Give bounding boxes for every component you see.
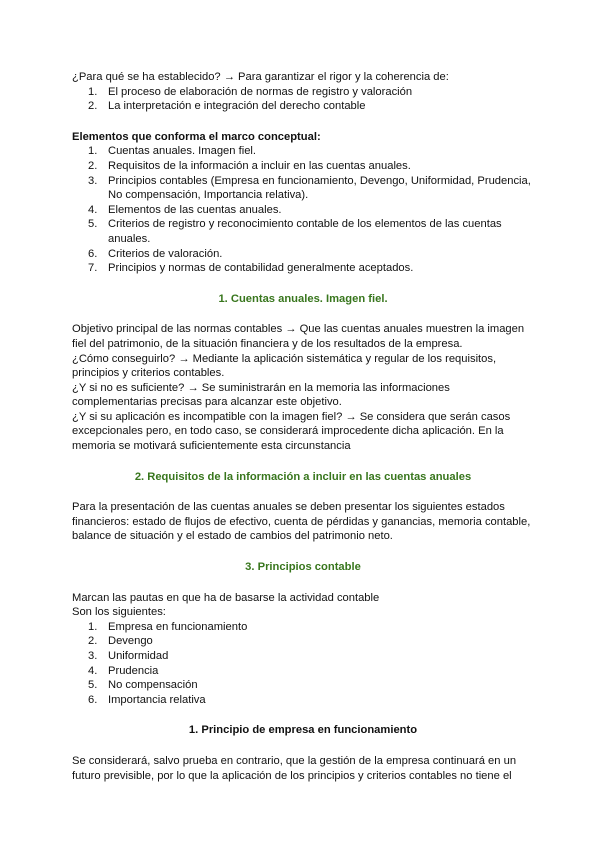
- document-body: [72, 70, 534, 783]
- list-item: 2. Requisitos de la información a incluir en las cuentas anuales.: [88, 159, 411, 172]
- list-item: 7. Principios y normas de contabilidad generalmente aceptados.: [88, 262, 414, 275]
- list-item: 5. No compensación: [88, 679, 198, 692]
- list-item: 5. Criterios de registro y reconocimiento contable de los elementos de las cuentas anuales.: [88, 218, 502, 245]
- elements-heading: Elementos que conforma el marco conceptual:: [72, 130, 321, 143]
- list-item: 2. Devengo: [88, 635, 153, 648]
- principles-list: [72, 620, 534, 708]
- list-item: 3. Uniformidad: [88, 650, 169, 662]
- list-item: 1. Cuentas anuales. Imagen fiel.: [88, 145, 257, 158]
- section-1-paragraph: ¿Y si su aplicación es incompatible con la imagen fiel? → Se considera que serán casos excepcionales pero, en todo caso, se considerará improcedente dicha aplicación. En la memoria se motivará suficientemente esta circunstancia: [72, 410, 511, 453]
- intro-list: [72, 85, 534, 114]
- intro-question: ¿Para qué se ha establecido? → Para garantizar el rigor y la coherencia de:: [72, 71, 449, 83]
- section-1-paragraph: ¿Y si no es suficiente? → Se suministrarán en la memoria las informaciones complementarias precisas para alcanzar este objetivo.: [72, 381, 450, 409]
- subsection-1-title: 1. Principio de empresa en funcionamiento: [188, 724, 418, 737]
- elements-list: [72, 144, 534, 275]
- section-3-paragraph: Marcan las pautas en que ha de basarse la actividad contable: [72, 591, 380, 604]
- list-item: 6. Importancia relativa: [88, 693, 206, 706]
- section-1-paragraph: ¿Cómo conseguirlo? → Mediante la aplicación sistemática y regular de los requisitos, principios y criterios contables.: [72, 352, 497, 380]
- section-2-title: 2. Requisitos de la información a incluir en las cuentas anuales: [134, 470, 472, 483]
- list-item: 6. Criterios de valoración.: [88, 247, 223, 260]
- section-3-title: 3. Principios contable: [245, 561, 361, 574]
- section-1-title: 1. Cuentas anuales. Imagen fiel.: [218, 292, 388, 305]
- list-item: 4. Elementos de las cuentas anuales.: [88, 203, 282, 216]
- list-item: 1. Empresa en funcionamiento: [88, 620, 248, 633]
- list-item: 3. Principios contables (Empresa en funcionamiento, Devengo, Uniformidad, Prudencia, No compensación, Importancia relativa).: [88, 174, 531, 202]
- subsection-1-paragraph: Se considerará, salvo prueba en contrario, que la gestión de la empresa continuará en un futuro previsible, por lo que la aplicación de los principios y criterios contables no tiene el: [72, 754, 517, 782]
- section-1-paragraph: Objetivo principal de las normas contables → Que las cuentas anuales muestren la imagen fiel del patrimonio, de la situación financiera y de los resultados de la empresa.: [72, 323, 525, 350]
- list-item: 2. La interpretación e integración del derecho contable: [88, 100, 366, 113]
- list-item: 4. Prudencia: [88, 664, 159, 677]
- list-item: 1. El proceso de elaboración de normas de registro y valoración: [88, 85, 413, 98]
- section-3-paragraph: Son los siguientes:: [72, 606, 166, 619]
- section-2-paragraph: Para la presentación de las cuentas anuales se deben presentar los siguientes estados financieros: estado de flujos de efectivo, cuenta de pérdidas y ganancias, memoria contable, balance de situación y el estado de cambios del patrimonio neto.: [72, 501, 531, 543]
